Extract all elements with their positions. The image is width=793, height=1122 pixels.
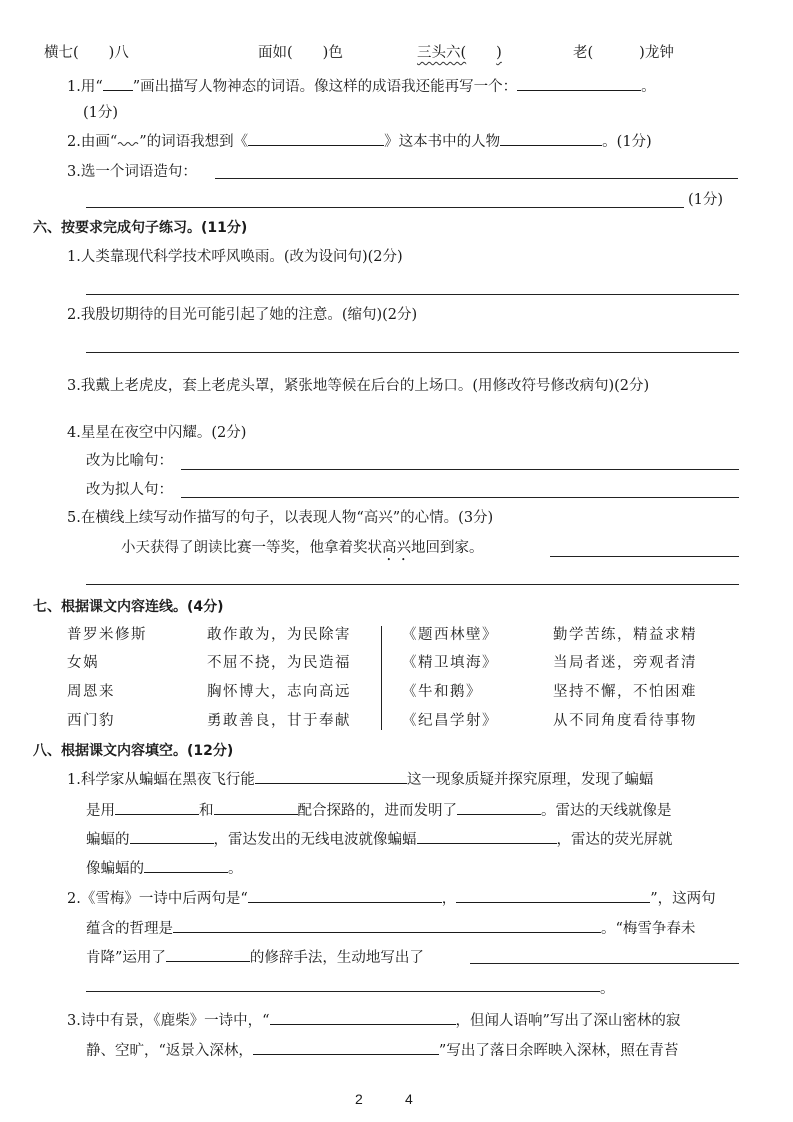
section-7-title: 七、根据课文内容连线。(4分)	[33, 599, 224, 615]
book-title-blank[interactable]	[248, 131, 384, 146]
left-trait-3: 胸怀博大，志向高远	[207, 684, 351, 700]
right-moral-4: 从不同角度看待事物	[553, 713, 697, 729]
simile-answer-line[interactable]	[181, 469, 739, 470]
column-divider	[381, 626, 382, 730]
left-name-3: 周恩来	[67, 684, 115, 700]
idiom-1: 横七( )八	[44, 45, 129, 61]
section-6-q5-sentence: 小天获得了朗读比赛一等奖，他拿着奖状高兴地回到家。	[121, 540, 484, 556]
left-name-4: 西门豹	[67, 713, 115, 729]
section-6-title: 六、按要求完成句子练习。(11分)	[33, 220, 248, 236]
sentence-blank-2[interactable]	[86, 207, 684, 208]
blank[interactable]	[173, 918, 601, 933]
question-5-3-score: (1分)	[688, 192, 724, 208]
page-number-right: 4	[405, 1091, 413, 1107]
answer-blank[interactable]	[517, 76, 641, 91]
blank[interactable]	[130, 829, 214, 844]
character-blank[interactable]	[500, 131, 602, 146]
sentence-blank-1[interactable]	[215, 178, 738, 179]
section-8-q1-line1: 1.科学家从蝙蝠在黑夜飞行能 这一现象质疑并探究原理，发现了蝙蝠	[67, 769, 653, 790]
idiom-3: 三头六( )	[417, 45, 502, 61]
page-number-left: 2	[355, 1091, 363, 1107]
left-trait-2: 不屈不挠，为民造福	[207, 655, 351, 671]
section-8-q2-blank-line4[interactable]	[86, 991, 600, 992]
wavy-line-sample	[117, 136, 139, 146]
blank[interactable]	[214, 800, 298, 815]
section-8-q2-line4-end: 。	[600, 981, 615, 997]
section-6-q3: 3.我戴上老虎皮，套上老虎头罩，紧张地等候在后台的上场口。(用修改符号修改病句)(2分)	[67, 378, 650, 394]
continuation-line-1[interactable]	[550, 556, 739, 557]
continuation-line-2[interactable]	[86, 584, 739, 585]
blank[interactable]	[457, 800, 541, 815]
section-8-title: 八、根据课文内容填空。(12分)	[33, 743, 234, 759]
section-6-q2-answer-line[interactable]	[86, 352, 739, 353]
personification-answer-line[interactable]	[181, 497, 739, 498]
section-6-q4-simile-label: 改为比喻句：	[86, 453, 173, 469]
left-trait-1: 敢作敢为，为民除害	[207, 627, 351, 643]
section-8-q3-line1: 3.诗中有景，《鹿柴》一诗中，“ ，但闻人语响”写出了深山密林的寂	[67, 1010, 680, 1031]
section-8-q1-line2: 是用 和 配合探路的，进而发明了 。雷达的天线就像是	[86, 800, 672, 821]
blank[interactable]	[255, 769, 407, 784]
section-6-q2: 2.我殷切期待的目光可能引起了她的注意。(缩句)(2分)	[67, 307, 418, 323]
section-6-q1: 1.人类靠现代科学技术呼风唤雨。(改为设问句)(2分)	[67, 249, 403, 265]
left-name-1: 普罗米修斯	[67, 627, 147, 643]
right-title-4: 《纪昌学射》	[402, 713, 498, 729]
right-moral-1: 勤学苦练，精益求精	[553, 627, 697, 643]
blank[interactable]	[253, 1040, 439, 1055]
section-6-q5: 5.在横线上续写动作描写的句子，以表现人物“高兴”的心情。(3分)	[67, 510, 494, 526]
section-6-q4-personification-label: 改为拟人句：	[86, 482, 173, 498]
blank[interactable]	[270, 1010, 456, 1025]
section-8-q2-blank-end[interactable]	[470, 963, 739, 964]
idiom-4: 老( )龙钟	[573, 45, 674, 61]
question-5-1-score: (1分)	[83, 105, 119, 121]
right-moral-3: 坚持不懈，不怕困难	[553, 684, 697, 700]
section-8-q2-line1: 2.《雪梅》一诗中后两句是“ ， ”，这两句	[67, 888, 716, 909]
right-title-1: 《题西林壁》	[402, 627, 498, 643]
section-8-q1-line4: 像蝙蝠的 。	[86, 858, 243, 879]
idiom-row	[44, 43, 129, 63]
underline-sample	[103, 76, 133, 91]
emphasized-word: 高兴	[382, 540, 411, 556]
question-5-3: 3.选一个词语造句：	[67, 164, 197, 180]
right-title-3: 《牛和鹅》	[402, 684, 482, 700]
question-5-2: 2.由画“ ”的词语我想到《 》这本书中的人物 。(1分)	[67, 131, 652, 152]
section-8-q2-line2: 蕴含的哲理是 。“梅雪争春未	[86, 918, 695, 939]
question-5-1: 1.用“ ”画出描写人物神态的词语。像这样的成语我还能再写一个： 。	[67, 76, 656, 97]
right-moral-2: 当局者迷，旁观者清	[553, 655, 697, 671]
blank[interactable]	[166, 947, 250, 962]
blank[interactable]	[115, 800, 199, 815]
blank[interactable]	[417, 829, 557, 844]
blank[interactable]	[144, 858, 228, 873]
right-title-2: 《精卫填海》	[402, 655, 498, 671]
section-6-q1-answer-line[interactable]	[86, 294, 739, 295]
blank[interactable]	[248, 888, 442, 903]
left-name-2: 女娲	[67, 655, 99, 671]
section-8-q1-line3: 蝙蝠的 ，雷达发出的无线电波就像蝙蝠 ，雷达的荧光屏就	[86, 829, 673, 850]
section-8-q3-line2: 静、空旷，“返景入深林， ”写出了落日余晖映入深林，照在青苔	[86, 1040, 678, 1061]
section-8-q2-line3: 肯降”运用了 的修辞手法，生动地写出了	[86, 947, 424, 968]
section-6-q4: 4.星星在夜空中闪耀。(2分)	[67, 425, 247, 441]
idiom-2: 面如( )色	[258, 45, 343, 61]
left-trait-4: 勇敢善良，甘于奉献	[207, 713, 351, 729]
blank[interactable]	[456, 888, 650, 903]
